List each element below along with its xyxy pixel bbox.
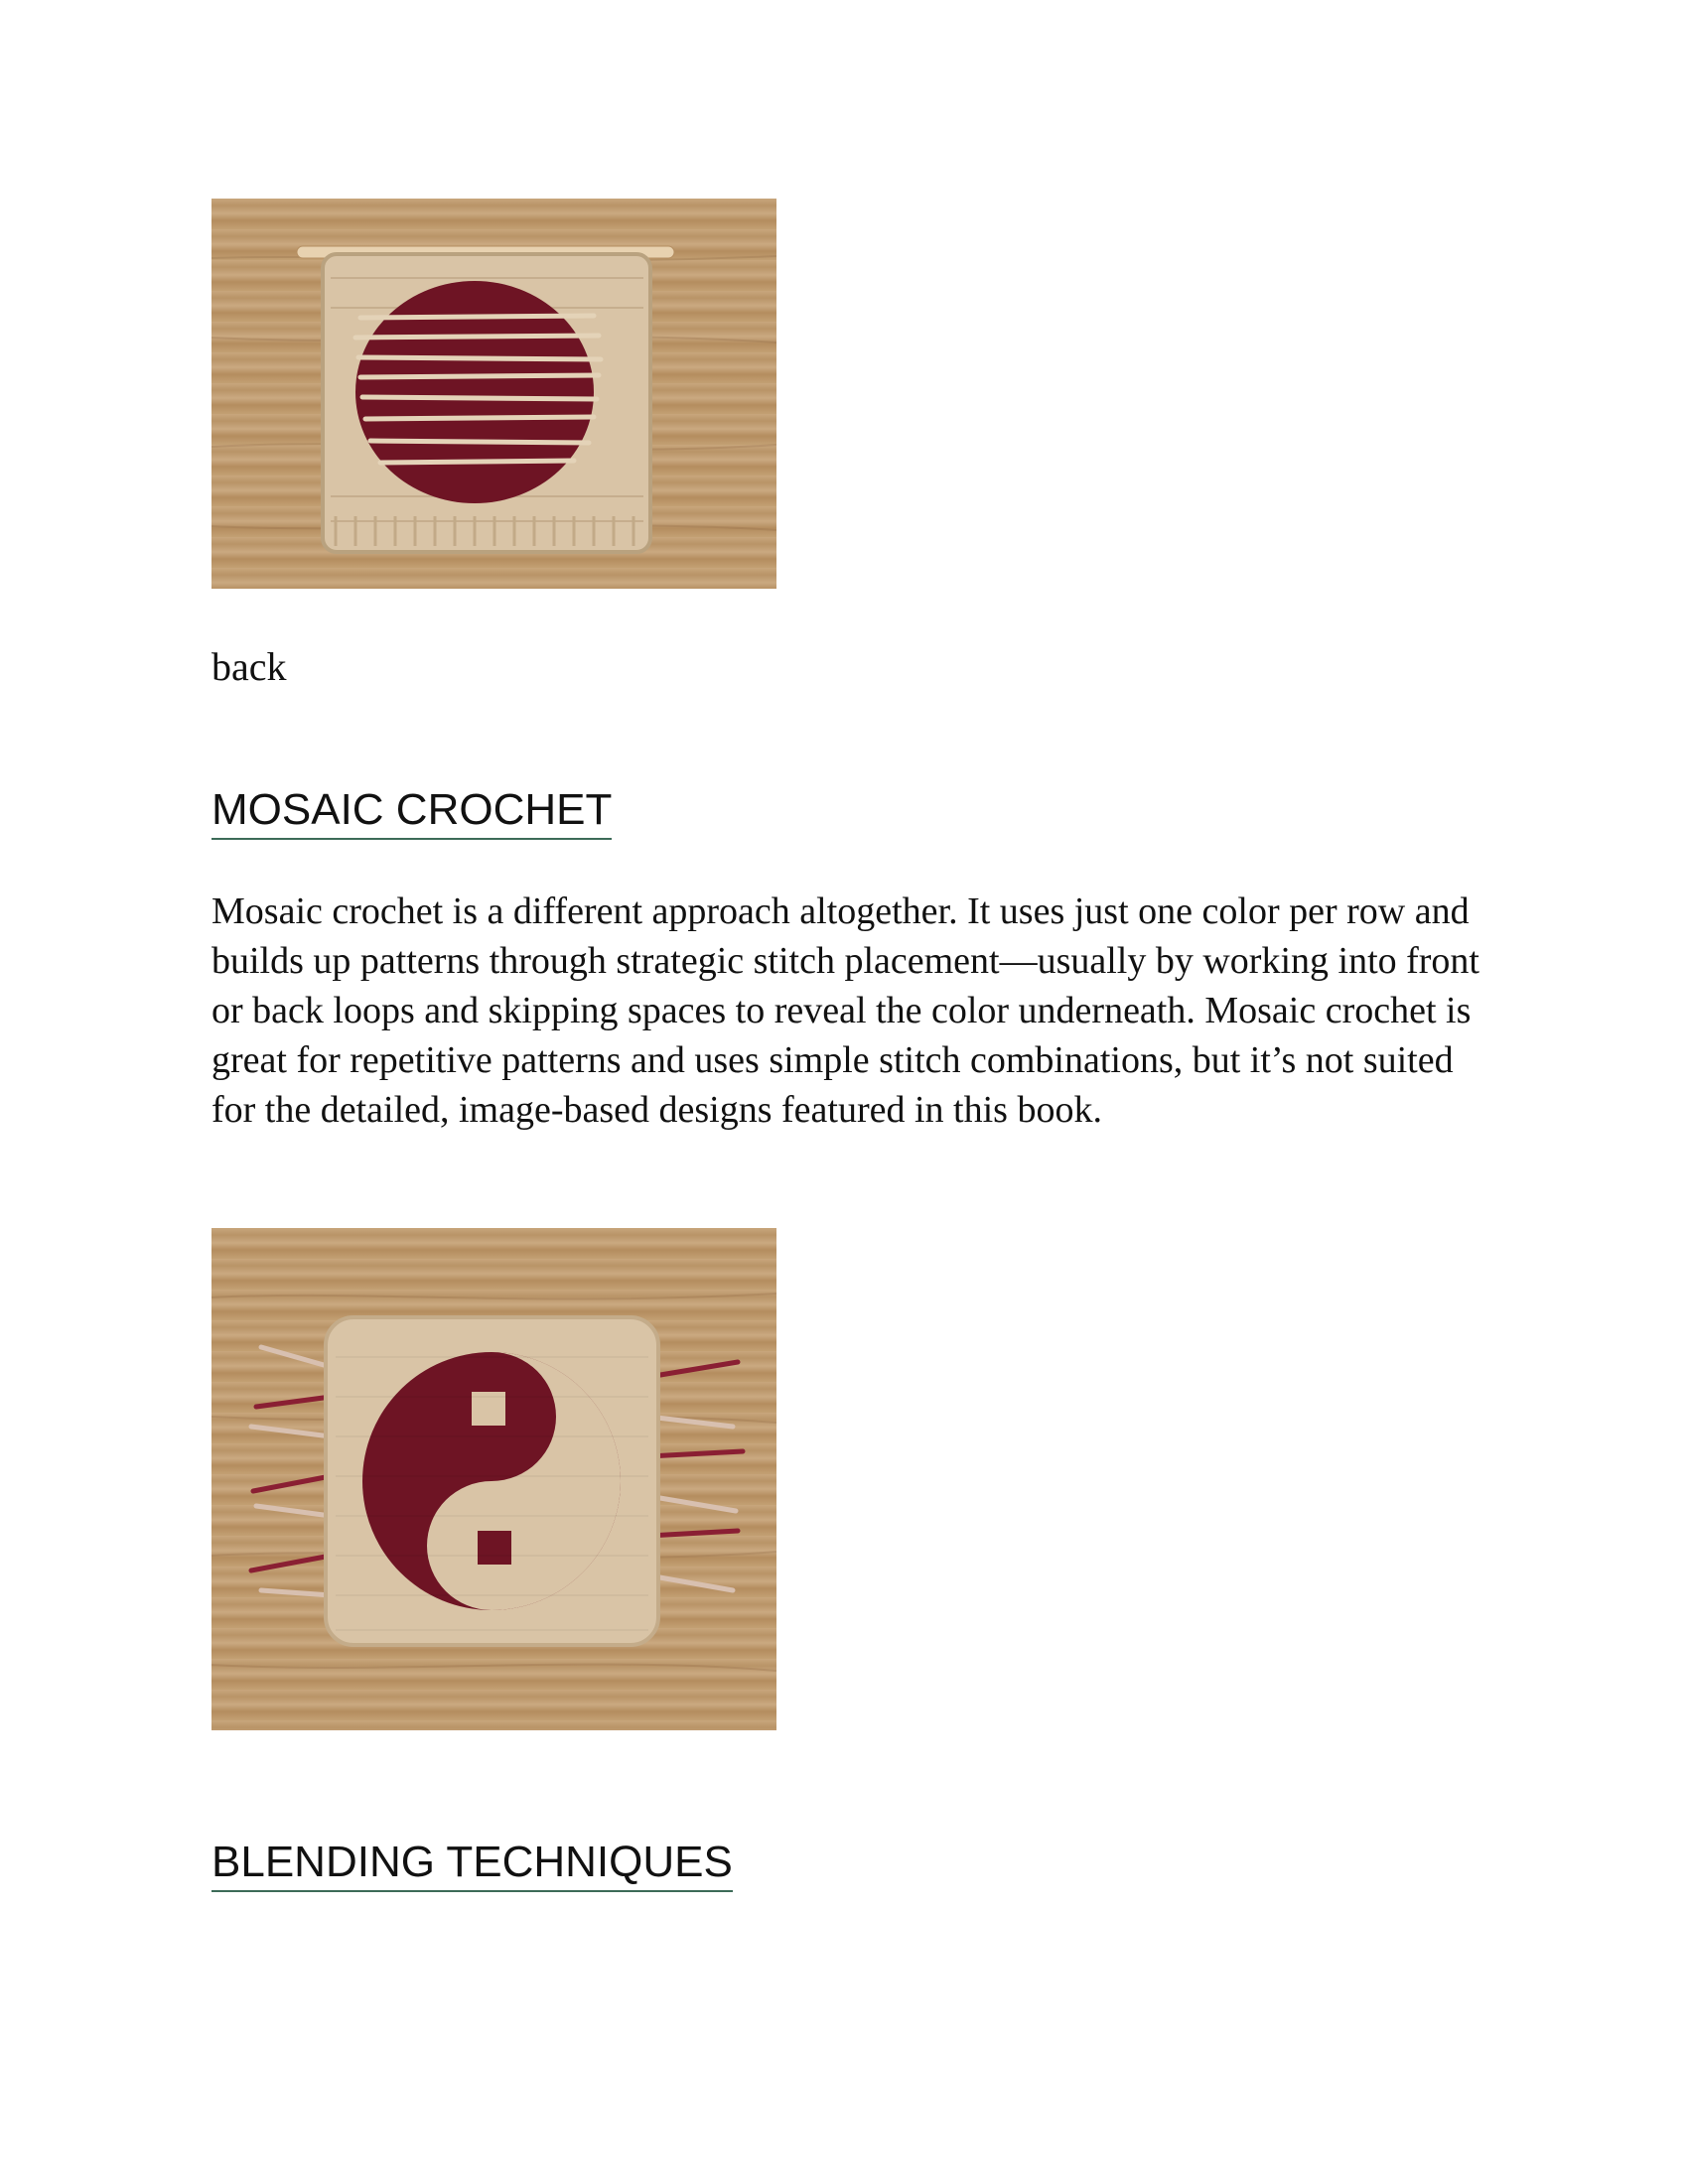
- crochet-back-illustration: [211, 199, 776, 589]
- yin-yang-swatch-photo: [211, 1228, 776, 1730]
- section-heading-mosaic-crochet: MOSAIC CROCHET: [211, 784, 612, 840]
- photo-caption: back: [211, 644, 287, 689]
- yin-yang-swatch-illustration: [211, 1228, 776, 1730]
- section-heading-blending-techniques: BLENDING TECHNIQUES: [211, 1837, 733, 1892]
- mosaic-crochet-paragraph: Mosaic crochet is a different approach altogether. It uses just one color per row and builds up patterns through strategic stitch placement—usually by working into front or back loops and skipping spaces to reveal the color underneath. Mosaic crochet is great for repetitive patterns and uses simple stitch combinations, but it’s not suited for the detailed, image-based designs featured in this book.: [211, 890, 1479, 1131]
- crochet-back-photo: [211, 199, 776, 589]
